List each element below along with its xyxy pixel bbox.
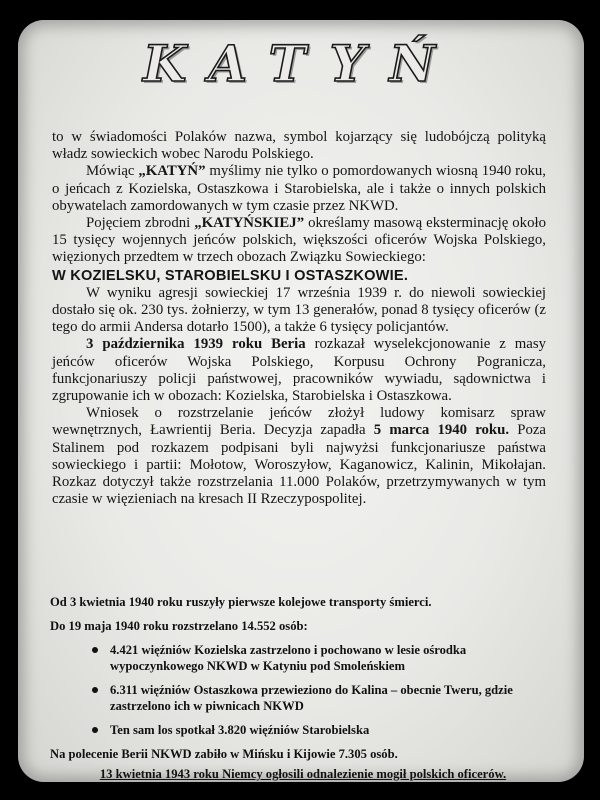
list-item: 4.421 więźniów Kozielska zastrzelono i pochowano w lesie ośrodka wypoczynkowego NKWD w Katyniu pod Smoleńskiem xyxy=(50,642,550,674)
summary-section xyxy=(50,594,550,770)
list-item: 6.311 więźniów Ostaszkowa przewieziono do Kalina – obecnie Tweru, gdzie zastrzelono ich w piwnicach NKWD xyxy=(50,682,550,714)
document-body xyxy=(52,129,546,508)
paragraph-crime-definition: Pojęciem zbrodni „KATYŃSKIEJ” określamy masową eksterminację około 15 tysięcy wojennych jeńców polskich, większości oficerów Wojska Polskiego, więzionych przedtem w trzech obozach Związku Sowieckiego: xyxy=(52,215,546,266)
paragraph-intro: to w świadomości Polaków nazwa, symbol kojarzący się ludobójczą polityką władz sowieckich wobec Narodu Polskiego. xyxy=(52,129,546,163)
minsk-kiev-line: Na polecenie Berii NKWD zabiło w Mińsku i Kijowie 7.305 osób. xyxy=(50,747,398,761)
paragraph-execution-decision: Wniosek o rozstrzelanie jeńców złożył ludowy komisarz spraw wewnętrznych, Ławrientij Beria. Decyzja zapadła 5 marca 1940 roku. Poza Stalinem pod rozkazem podpisani byli najwyżsi funkcjonariusze państwa sowieckiego i partii: Mołotow, Woroszyłow, Kaganowicz, Kalinin, Mikołajan. Rozkaz dotyczył także rozstrzelania 11.000 Polaków, przetrzymywanych w tym czasie w więzieniach na kresach II Rzeczypospolitej. xyxy=(52,405,546,508)
bullet-icon xyxy=(92,687,98,693)
katynskiej-quote: „KATYŃSKIEJ” xyxy=(194,215,305,232)
final-note: 13 kwietnia 1943 roku Niemcy ogłosili odnalezienie mogił polskich oficerów. xyxy=(99,767,507,781)
paragraph-beria-order: 3 października 1939 roku Beria rozkazał wyselekcjonowanie z masy jeńców oficerów Wojska Polskiego, Korpusu Ochrony Pogranicza, funkcjonariuszy policji państwowej, pracowników wywiadu, sądownictwa i zgrupowanie ich w obozach: Kozielska, Starobielska i Ostaszkowa. xyxy=(52,336,546,405)
executed-count-line: Do 19 maja 1940 roku rozstrzelano 14.552 osób: xyxy=(50,619,308,633)
katyn-quote: „KATYŃ” xyxy=(138,163,206,180)
transports-line: Od 3 kwietnia 1940 roku ruszyły pierwsze kolejowe transporty śmierci. xyxy=(50,595,432,609)
paragraph-aggression: W wyniku agresji sowieckiej 17 września 1939 r. do niewoli sowieckiej dostało się ok. 230 tys. żołnierzy, w tym 13 generałów, ponad 8 tysięcy oficerów (z tego do armii Andersa dotarło 1500), a także 6 tysięcy policjantów. xyxy=(52,284,546,336)
paragraph-katyn-meaning: Mówiąc „KATYŃ” myślimy nie tylko o pomordowanych wiosną 1940 roku, o jeńcach z Kozielska, Ostaszkowa i Starobielska, ale i także o innych polskich obywatelach zamordowanych w tym czasie przez NKWD. xyxy=(52,163,546,214)
list-item: Ten sam los spotkał 3.820 więźniów Starobielska xyxy=(50,722,550,738)
document-sheet xyxy=(18,20,584,782)
victims-list xyxy=(50,642,550,738)
bullet-icon xyxy=(92,647,98,653)
camps-heading: W KOZIELSKU, STAROBIELSKU I OSTASZKOWIE. xyxy=(52,267,409,284)
date-october-1939: 3 października 1939 roku Beria xyxy=(86,336,306,353)
date-march-1940: 5 marca 1940 roku. xyxy=(373,422,510,439)
page-title: KATYŃ xyxy=(142,34,460,93)
bullet-icon xyxy=(92,727,98,733)
